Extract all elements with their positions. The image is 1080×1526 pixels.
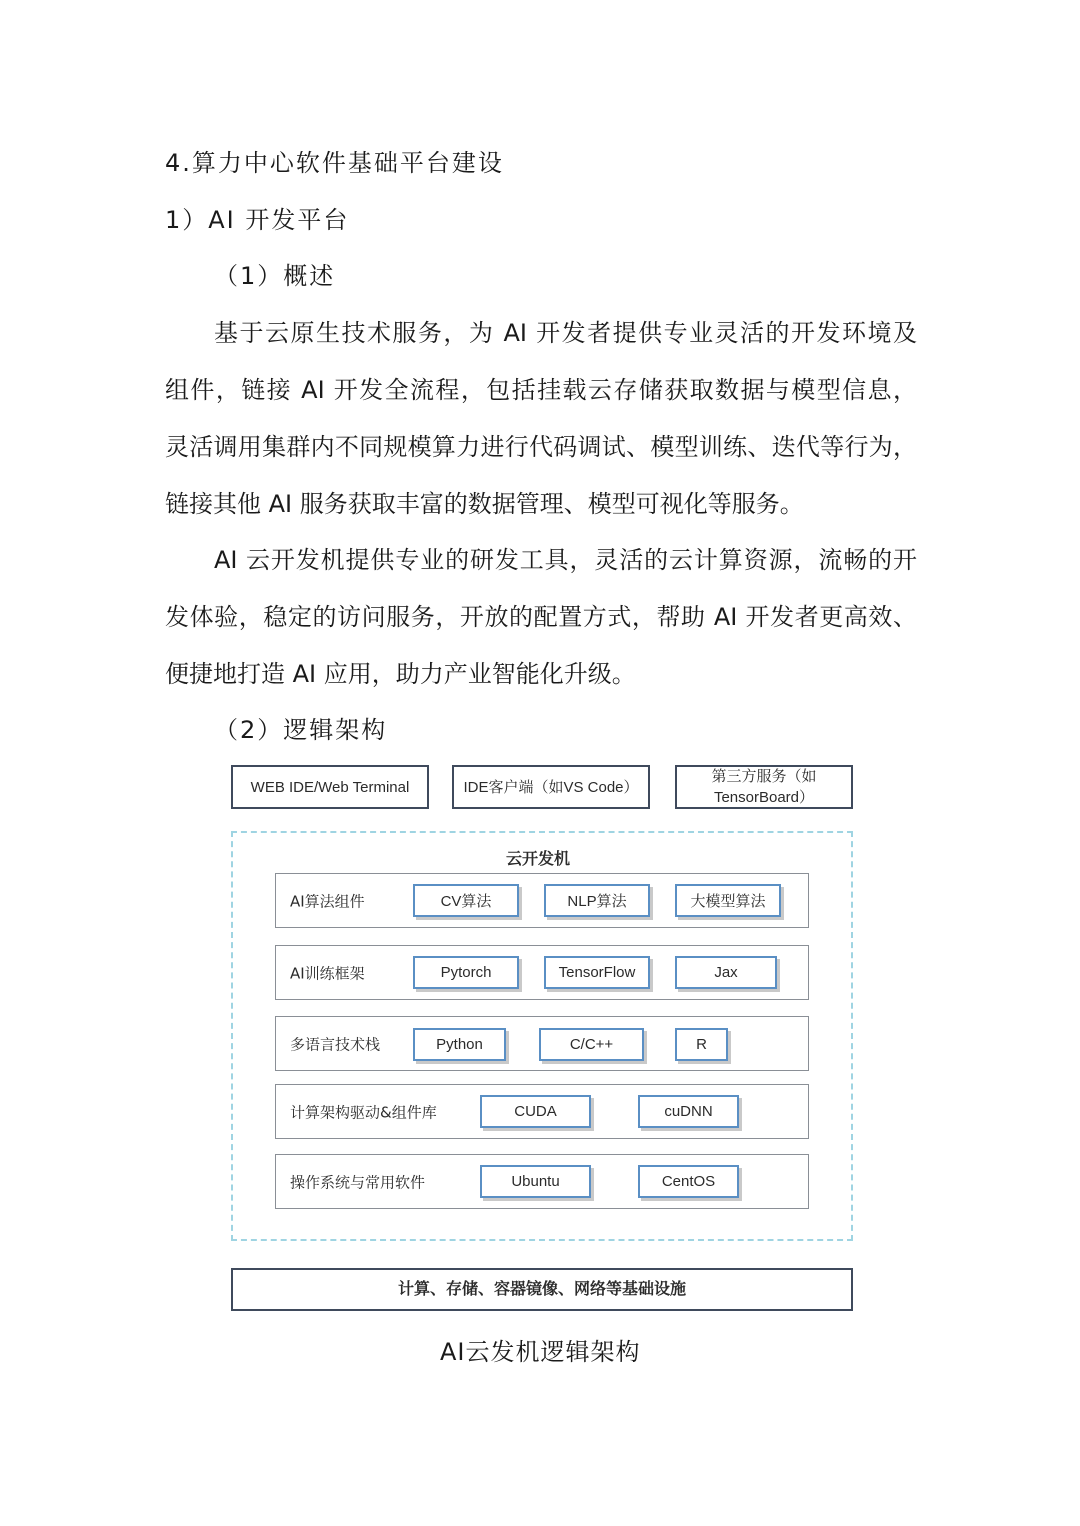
chip-cv: CV算法: [413, 884, 519, 917]
figure-caption: AI云发机逻辑架构: [440, 1338, 641, 1366]
section-title: 4.算力中心软件基础平台建设: [165, 149, 504, 177]
chip-cuda: CUDA: [480, 1095, 591, 1128]
infrastructure-bar: 计算、存储、容器镜像、网络等基础设施: [231, 1268, 853, 1311]
layer-label: 计算架构驱动&组件库: [290, 1103, 437, 1121]
layer-label: AI训练框架: [290, 964, 365, 982]
paragraph-line: 灵活调用集群内不同规模算力进行代码调试、模型训练、迭代等行为，: [165, 433, 917, 461]
client-box-web-ide: WEB IDE/Web Terminal: [231, 765, 429, 809]
paragraph-line: 基于云原生技术服务，为 AI 开发者提供专业灵活的开发环境及: [214, 319, 917, 347]
chip-tensorflow: TensorFlow: [544, 956, 650, 989]
frame-title: 云开发机: [506, 849, 571, 868]
chip-centos: CentOS: [638, 1165, 739, 1198]
client-box-ide-client: IDE客户端（如VS Code）: [452, 765, 650, 809]
chip-large-model: 大模型算法: [675, 884, 781, 917]
layer-label: 多语言技术栈: [290, 1035, 381, 1053]
chip-python: Python: [413, 1028, 506, 1061]
layer-label: AI算法组件: [290, 892, 365, 910]
chip-cudnn: cuDNN: [638, 1095, 739, 1128]
paragraph-line: 发体验，稳定的访问服务，开放的配置方式，帮助 AI 开发者更高效、: [165, 603, 917, 631]
paragraph-line: 组件，链接 AI 开发全流程，包括挂载云存储获取数据与模型信息，: [165, 376, 917, 404]
chip-ubuntu: Ubuntu: [480, 1165, 591, 1198]
chip-pytorch: Pytorch: [413, 956, 519, 989]
architecture-heading: （2）逻辑架构: [214, 716, 388, 744]
paragraph-line: 链接其他 AI 服务获取丰富的数据管理、模型可视化等服务。: [165, 490, 804, 518]
subsection-title: 1）AI 开发平台: [165, 206, 350, 234]
chip-jax: Jax: [675, 956, 777, 989]
layer-label: 操作系统与常用软件: [290, 1173, 426, 1191]
chip-r: R: [675, 1028, 728, 1061]
paragraph-line: AI 云开发机提供专业的研发工具，灵活的云计算资源，流畅的开: [214, 546, 917, 574]
overview-heading: （1）概述: [214, 262, 336, 290]
paragraph-line: 便捷地打造 AI 应用，助力产业智能化升级。: [165, 660, 636, 688]
chip-c-cpp: C/C++: [539, 1028, 644, 1061]
client-box-third-party: 第三方服务（如TensorBoard）: [675, 765, 853, 809]
chip-nlp: NLP算法: [544, 884, 650, 917]
